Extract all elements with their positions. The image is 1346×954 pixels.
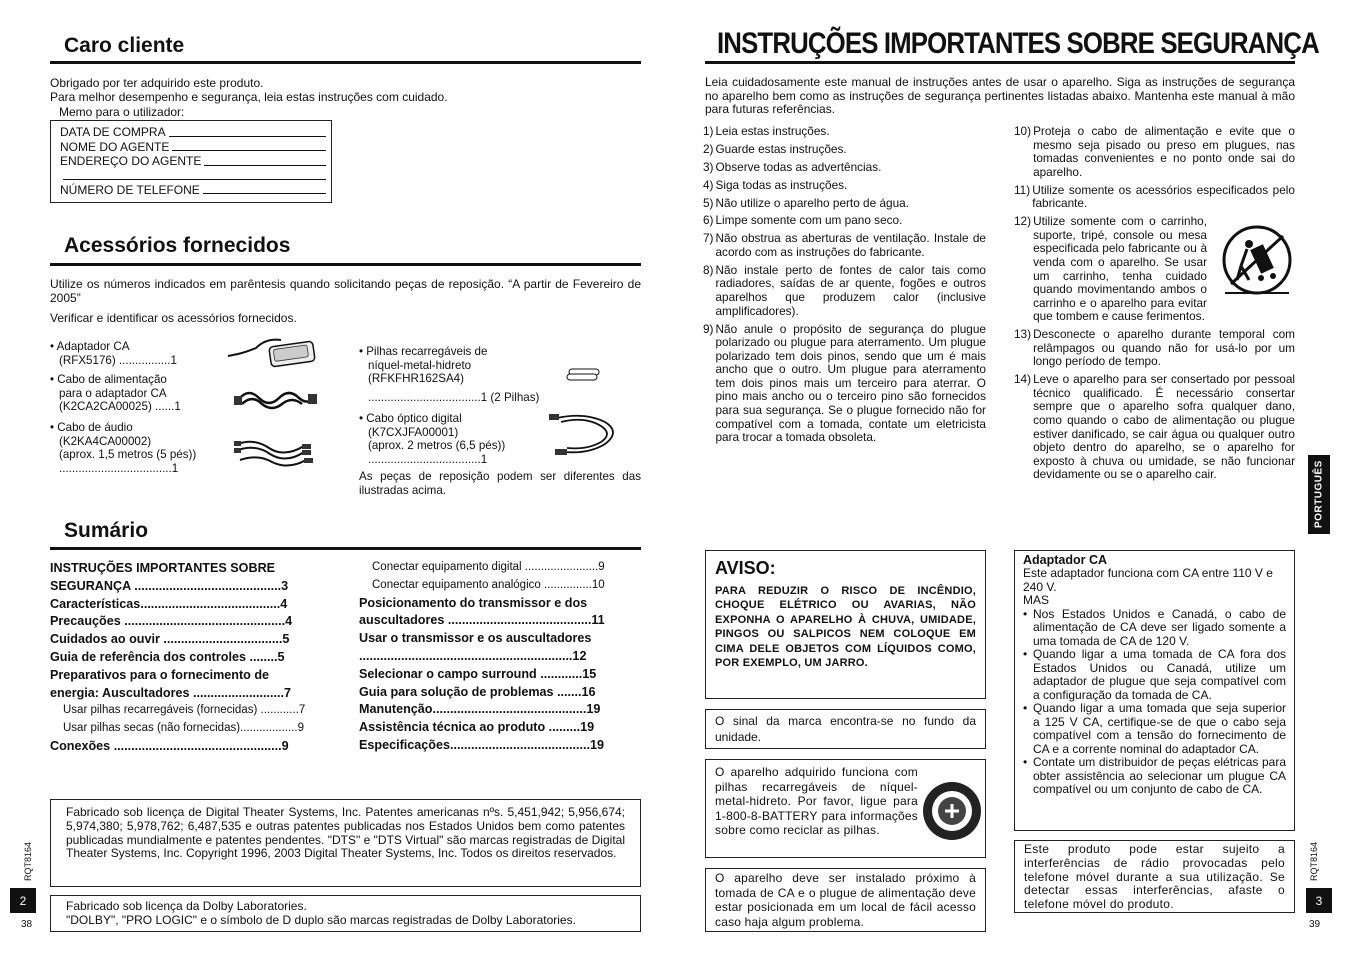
safety-list-right xyxy=(1014,125,1295,486)
section-title-sumario: Sumário xyxy=(64,519,149,542)
memo-label: Memo para o utilizador: xyxy=(59,105,185,119)
intro-line-2: Para melhor desempenho e segurança, leia estas instruções com cuidado. xyxy=(50,90,448,104)
memo-line: ENDEREÇO DO AGENTE xyxy=(60,154,326,169)
toc-entry: Usar o transmissor e os auscultadores xyxy=(359,631,592,646)
intro-line-1: Obrigado por ter adquirido este produto. xyxy=(50,76,264,90)
pilhas-box xyxy=(705,759,986,858)
page-number: 3 xyxy=(1306,888,1332,913)
safety-item-text: Não anule o propósito de segurança do plugue polarizado ou plugue para aterramento. Um plugue polarizado tem dois pinos, sendo que um é mais ancho que o outro. Um plugue para aterramento tem dois pinos mais um terceiro para aterrar. O pino mais ancho ou o terceiro pino são fornecidos para sua segurança. Se o plugue fornecido não for compatível com a tomada, contate um eletricista para trocar a tomada obsoleta. xyxy=(715,321,986,445)
bullet-icon: • xyxy=(1023,647,1028,661)
adaptador-bullet-text: Contate um distribuidor de peças elétricas para obter assistência ao selecionar um plugue CA compatível ou um conjunto de cabo de CA. xyxy=(1033,755,1286,796)
safety-item xyxy=(1014,328,1295,369)
acc-verify: Verificar e identificar os acessórios fornecidos. xyxy=(50,311,297,325)
safety-item-text: Desconecte o aparelho durante temporal com relâmpagos ou quando não for usá-lo por um longo período de tempo. xyxy=(1033,327,1295,369)
sinal-box xyxy=(705,709,986,749)
safety-item-number: 3) xyxy=(703,159,714,174)
section-title-caro-cliente: Caro cliente xyxy=(64,34,185,57)
safety-item xyxy=(1014,373,1295,482)
toc-entry: Cuidados ao ouvir ..................................5 xyxy=(50,632,290,647)
adaptador-bullet-text: Quando ligar a uma tomada que seja superior a 125 V CA, certifique-se de que o cabo seja compatível com a tensão do fornecimento de CA e a corrente nominal do adaptador CA. xyxy=(1033,701,1286,756)
adaptador-bullets xyxy=(1023,608,1286,797)
toc-entry: energia: Auscultadores ..........................7 xyxy=(50,685,291,700)
safety-item-text: Leve o aparelho para ser consertado por pessoal técnico qualificado. É necessário consertar sempre que o aparelho sofra qualquer dano, como quando o cabo de alimentação ou plugue estiver danificado, se cair água ou qualquer outro objeto dentro do aparelho, se o aparelho for exposto à chuva ou umidade, se não funcionar devidamente ou se o aparelho cair. xyxy=(1033,372,1295,482)
adaptador-title: Adaptador CA xyxy=(1023,553,1108,567)
page-title: INSTRUÇÕES IMPORTANTES SOBRE SEGURANÇA xyxy=(717,27,1319,60)
safety-item-text: Não instale perto de fontes de calor tais como radiadores, saídas de ar quente, fogões e outros aparelhos que produzem calor (inclusive amplificadores). xyxy=(715,262,986,318)
pilhas-text: O aparelho adquirido funciona com pilhas recarregáveis de níquel-metal-hidreto. Por favor, ligue para 1-800-8-BATTERY para informações sobre como reciclar as pilhas. xyxy=(715,765,918,837)
safety-item-number: 12) xyxy=(1014,214,1032,229)
safety-item-number: 13) xyxy=(1014,327,1032,342)
audio-cable-illustration xyxy=(234,436,314,472)
safety-item xyxy=(1014,184,1295,211)
toc-entry: Características........................................4 xyxy=(50,596,288,611)
model-code: RQT8164 xyxy=(23,842,33,882)
acc-item-adaptador: • Adaptador CA (RFX5176) ................1 xyxy=(50,340,177,367)
section-title-acessorios: Acessórios fornecidos xyxy=(64,234,291,257)
toc-entry: Conectar equipamento analógico ...............10 xyxy=(372,578,605,591)
dts-notice: Fabricado sob licença de Digital Theater Systems, Inc. Patentes americanas nºs. 5,451,942; 5,956,674; 5,974,380; 5,978,762; 6,487,535 e outras patentes publicadas nos Estados Unidos bem como patentes publicadas mundialmente e patentes pendentes. "DTS" e "DTS Virtual" são marcas registradas de Digital Theater Systems, Inc. Copyright 1996, 2003 Digital Theater Systems, Inc. Todos os direitos reservados. xyxy=(66,805,625,861)
acc-note: As peças de reposição podem ser diferentes das ilustradas acima. xyxy=(359,470,641,497)
safety-item-text: Limpe somente com um pano seco. xyxy=(715,213,903,228)
safety-list-left xyxy=(703,125,986,449)
safety-item-text: Observe todas as advertências. xyxy=(715,159,882,174)
safety-item xyxy=(703,161,986,175)
toc-entry: auscultadores .........................................11 xyxy=(359,613,605,628)
safety-item-text: Guarde estas instruções. xyxy=(715,141,847,156)
adaptador-p1: Este adaptador funciona com CA entre 110 V e 240 V. xyxy=(1023,566,1273,594)
recycle-battery-icon xyxy=(921,780,983,842)
dolby-line-1: Fabricado sob licença da Dolby Laboratories. xyxy=(66,899,307,913)
toc-entry: .............................................................12 xyxy=(359,648,587,663)
adaptador-bullet xyxy=(1023,608,1286,649)
memo-line: DATA DE COMPRA xyxy=(60,125,326,140)
safety-item xyxy=(703,197,986,211)
safety-item xyxy=(703,179,986,193)
adaptador-bullet-text: Quando ligar a uma tomada de CA fora dos Estados Unidos ou Canadá, utilize um adaptador de plugue que seja compatível com a configuração da tomada de CA. xyxy=(1033,647,1286,702)
toc-entry: Precauções ..............................................4 xyxy=(50,614,293,629)
title-rule xyxy=(50,61,641,64)
radio-box xyxy=(1014,840,1295,913)
safety-item-number: 5) xyxy=(703,195,714,210)
toc-entry: Selecionar o campo surround ............15 xyxy=(359,666,597,681)
memo-line: NOME DO AGENTE xyxy=(60,140,326,155)
safety-item-number: 1) xyxy=(703,124,714,138)
toc-entry: Usar pilhas recarregáveis (fornecidas) ............7 xyxy=(63,704,306,717)
dolby-notice-box xyxy=(50,895,641,932)
safety-item-text: Siga todas as instruções. xyxy=(715,177,848,192)
dolby-line-2: "DOLBY", "PRO LOGIC" e o símbolo de D duplo são marcas registradas de Dolby Laboratories. xyxy=(66,913,576,927)
safety-item-text: Não utilize o aparelho perto de água. xyxy=(715,195,909,210)
adaptador-box xyxy=(1014,550,1295,831)
safety-item xyxy=(703,214,986,228)
aviso-box xyxy=(705,550,986,699)
acc-intro: Utilize os números indicados em parêntesis quando solicitando peças de reposição. “A partir de Fevereiro de 2005” xyxy=(50,277,641,305)
memo-line: NÚMERO DE TELEFONE xyxy=(60,183,326,198)
folio-number: 39 xyxy=(1309,919,1321,930)
toc-entry: Guia de referência dos controles ........5 xyxy=(50,649,285,664)
toc-entry: Manutenção............................................19 xyxy=(359,702,601,717)
safety-item-number: 8) xyxy=(703,262,714,277)
optical-cable-illustration xyxy=(545,410,625,462)
sinal-text: O sinal da marca encontra-se no fundo da unidade. xyxy=(715,714,976,744)
bullet-icon: • xyxy=(1023,701,1028,715)
toc-entry: Assistência técnica ao produto .........19 xyxy=(359,720,595,735)
toc-entry: Posicionamento do transmissor e dos xyxy=(359,595,588,610)
acc-item-cabo-optico: • Cabo óptico digital (K7CXJFA00001) (aprox. 2 metros (6,5 pés)) ...................................1 xyxy=(359,412,506,466)
toc-entry: Preparativos para o fornecimento de xyxy=(50,667,270,682)
safety-item xyxy=(703,143,986,157)
language-tab: PORTUGUÊS xyxy=(1308,455,1330,534)
power-cord-illustration xyxy=(234,384,319,414)
adaptador-bullet xyxy=(1023,648,1286,702)
safety-item-number: 6) xyxy=(703,213,714,228)
safety-item-text: Proteja o cabo de alimentação e evite que o mesmo seja pisado ou preso em plugues, nas tomadas convenientes e no ponto onde sai do aparelho. xyxy=(1033,124,1295,179)
toc-entry: Conectar equipamento digital .......................9 xyxy=(372,561,605,573)
safety-item-number: 14) xyxy=(1014,372,1032,387)
safety-item-number: 10) xyxy=(1014,124,1032,138)
toc-entry: Usar pilhas secas (não fornecidas)..................9 xyxy=(63,722,304,735)
toc-left-column xyxy=(50,560,323,756)
safety-item xyxy=(1014,125,1295,179)
acc-item-cabo-alimentacao: • Cabo de alimentação para o adaptador CA (K2CA2CA00025) ......1 xyxy=(50,373,181,413)
memo-line xyxy=(60,169,326,183)
cart-warning-icon xyxy=(1219,224,1295,296)
adaptador-bullet xyxy=(1023,702,1286,756)
title-rule xyxy=(50,547,641,550)
safety-item-text: Leia estas instruções. xyxy=(715,124,830,138)
title-rule xyxy=(50,263,641,266)
toc-entry: Especificações........................................19 xyxy=(359,737,604,752)
safety-item xyxy=(703,125,986,139)
page-number: 2 xyxy=(10,888,36,913)
safety-item xyxy=(703,232,986,259)
adaptador-bullet-text: Nos Estados Unidos e Canadá, o cabo de alimentação de CA deve ser ligado somente a uma tomada de CA de 120 V. xyxy=(1033,606,1286,648)
tomada-text: O aparelho deve ser instalado próximo à tomada de CA e o plugue de alimentação deve estar posicionada em um local de fácil acesso caso haja algum problema. xyxy=(715,871,976,929)
toc-entry: Guia para solução de problemas .......16 xyxy=(359,684,596,699)
toc-right-column xyxy=(359,559,632,755)
aviso-text: PARA REDUZIR O RISCO DE INCÊNDIO, CHOQUE ELÉTRICO OU AVARIAS, NÃO EXPONHA O APARELHO À CHUVA, UMIDADE, PINGOS OU SALPICOS NEM COLOQUE EM CIMA DELE OBJETOS COM LÍQUIDOS COMO, POR EXEMPLO, UM JARRO. xyxy=(715,585,976,670)
safety-item xyxy=(703,264,986,318)
adaptador-bullet xyxy=(1023,756,1286,797)
toc-entry: SEGURANÇA ..........................................3 xyxy=(50,578,289,593)
bullet-icon: • xyxy=(1023,606,1028,621)
memo-box xyxy=(50,120,332,203)
acc-item-cabo-audio: • Cabo de áudio (K2KA4CA00002) (aprox. 1,5 metros (5 pés)) ...................................1 xyxy=(50,421,197,475)
folio-number: 38 xyxy=(21,919,33,930)
battery-illustration xyxy=(565,367,605,383)
adaptador-p2: MAS xyxy=(1023,593,1050,607)
safety-item-number: 7) xyxy=(703,231,714,246)
model-code: RQT8164 xyxy=(1309,842,1319,882)
toc-entry: Conexões ................................................9 xyxy=(50,738,289,753)
tomada-box xyxy=(705,868,986,932)
safety-item-text: Utilize somente os acessórios especificados pelo fabricante. xyxy=(1032,182,1295,211)
title-rule xyxy=(705,61,1295,64)
safety-item-number: 2) xyxy=(703,141,714,156)
ac-adapter-illustration xyxy=(226,330,321,370)
aviso-title: AVISO: xyxy=(715,558,776,578)
dts-notice-box xyxy=(50,799,641,887)
radio-text: Este produto pode estar sujeito a interferências de rádio provocadas pelo telefone móvel durante a sua utilização. Se detectar essas interferências, afaste o telefone móvel do produto. xyxy=(1024,842,1285,912)
toc-entry: INSTRUÇÕES IMPORTANTES SOBRE xyxy=(50,561,276,575)
safety-item xyxy=(703,323,986,445)
safety-item-text: Não obstrua as aberturas de ventilação. Instale de acordo com as instruções do fabricante. xyxy=(715,231,986,259)
safety-item-number: 9) xyxy=(703,321,714,336)
safety-intro: Leia cuidadosamente este manual de instruções antes de usar o aparelho. Siga as instruções de segurança no aparelho bem como as instruções de segurança pertinentes listadas abaixo. Mantenha este manual à mão para futuras referências. xyxy=(705,75,1295,117)
safety-item-number: 4) xyxy=(703,177,714,192)
acc-item-pilhas: • Pilhas recarregáveis de níquel-metal-hidreto (RFKFHR162SA4) ...................................1 (2 Pilhas) xyxy=(359,345,540,404)
safety-item-text: Utilize somente com o carrinho, suporte, tripé, console ou mesa especificada pelo fabricante ou à venda com o aparelho. Se usar um carrinho, tenha cuidado quando movimentando ambos o carrinho e o aparelho para evitar que tombem e cause ferimentos. xyxy=(1033,214,1207,324)
bullet-icon: • xyxy=(1023,755,1028,769)
safety-item-number: 11) xyxy=(1014,182,1031,197)
